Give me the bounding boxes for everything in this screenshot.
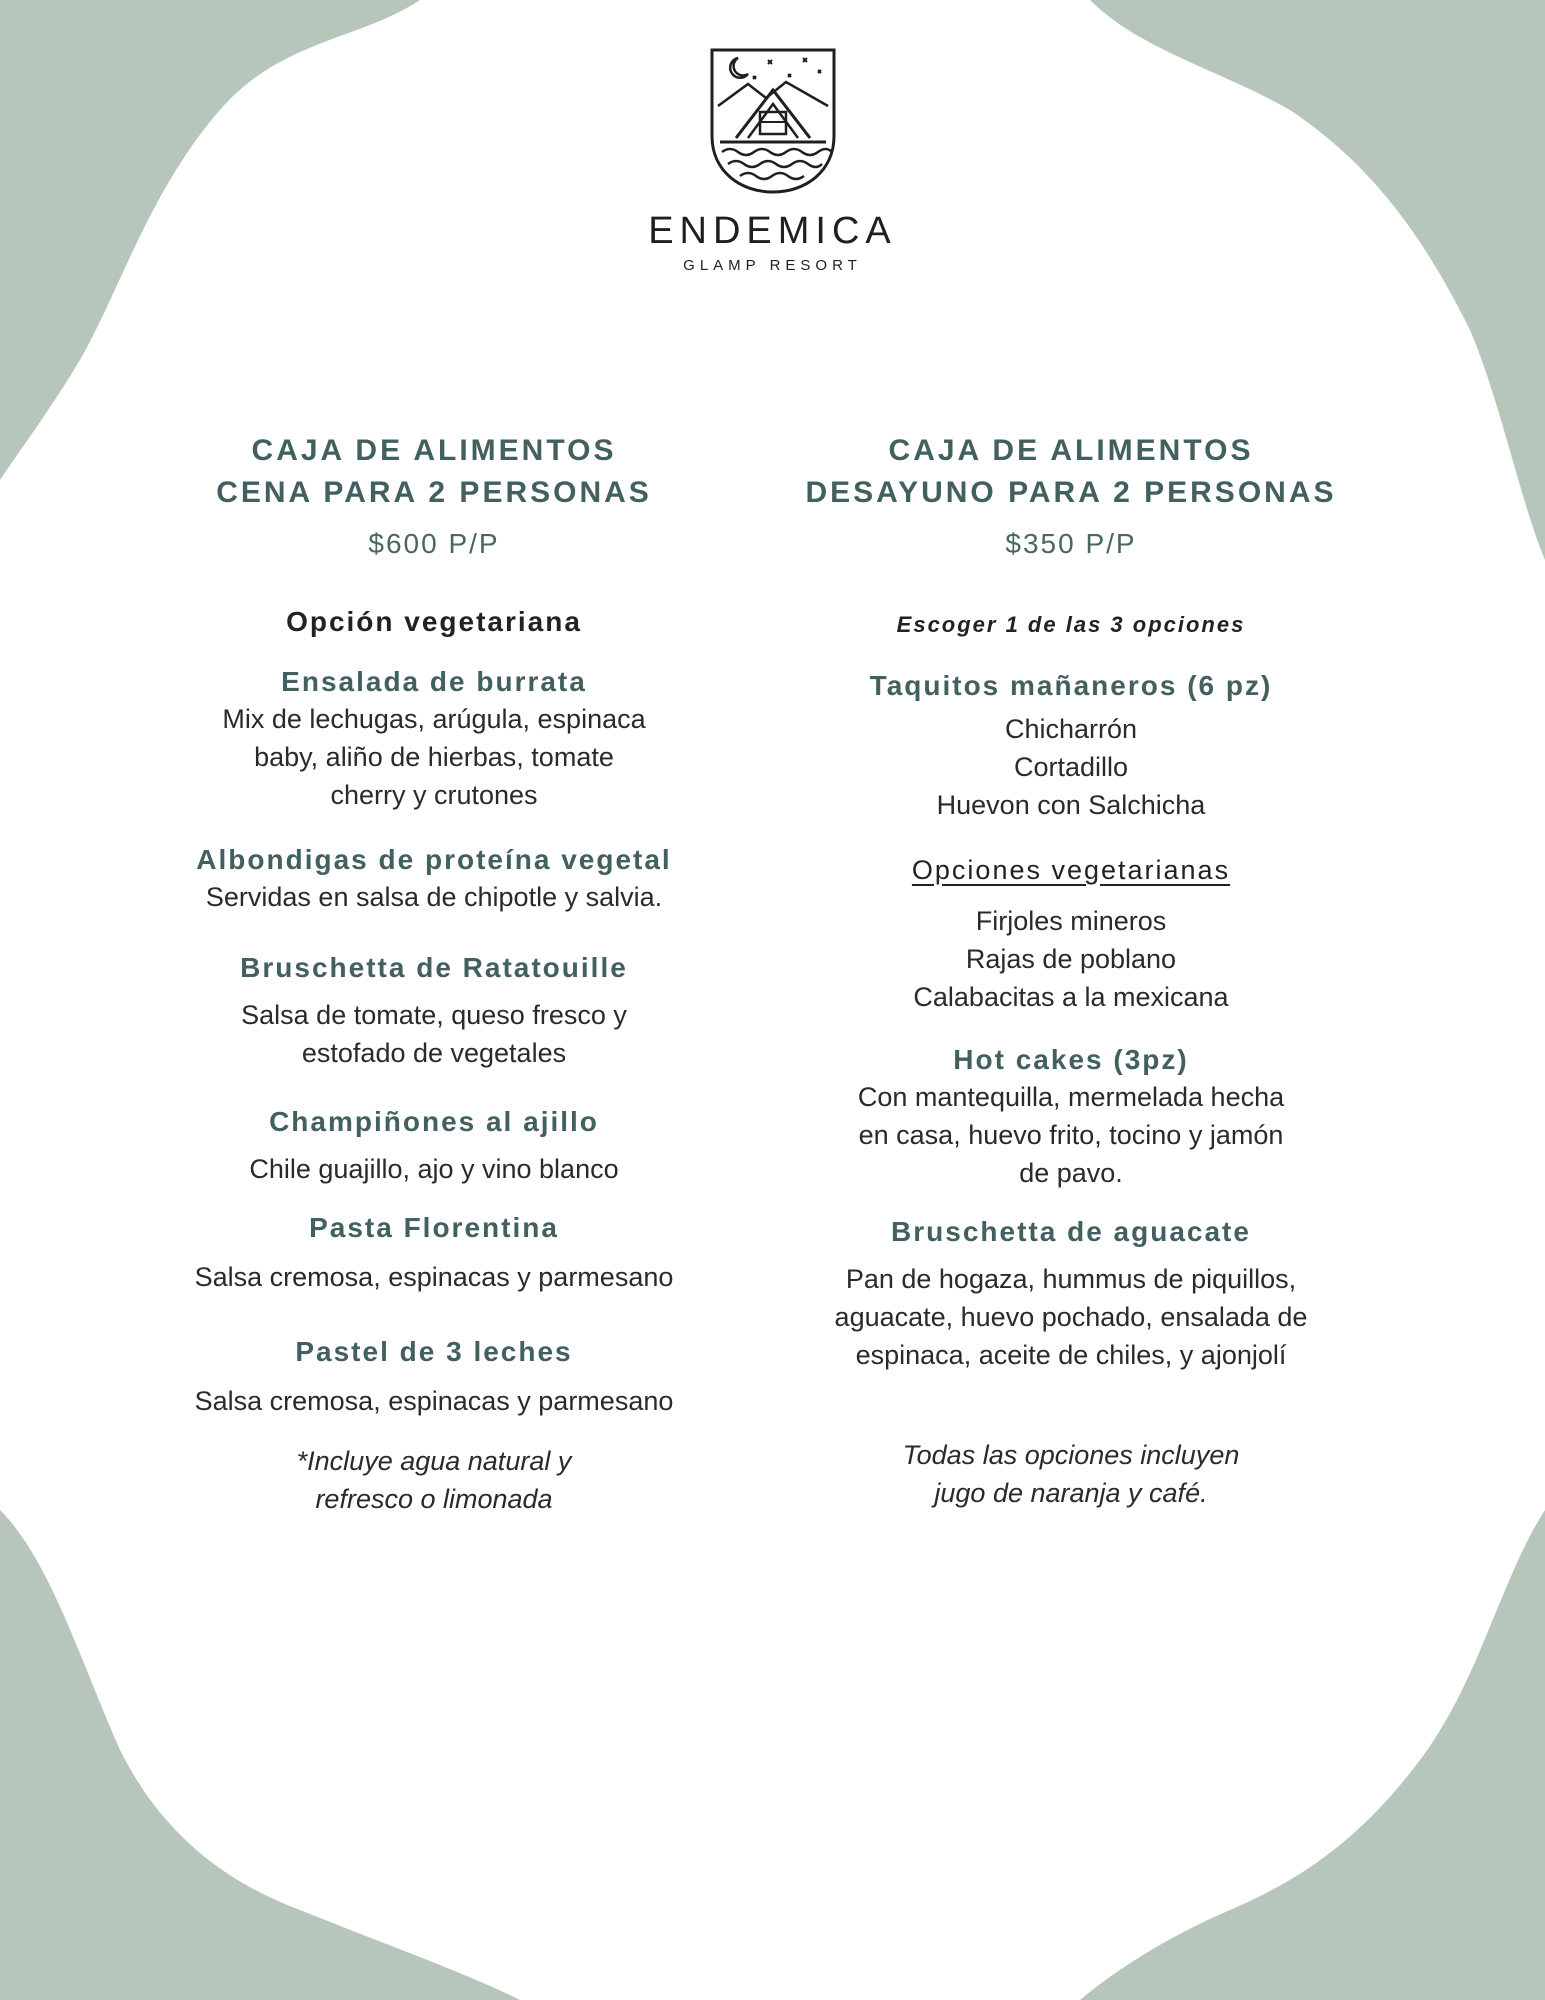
- veg-options: [771, 852, 1371, 1016]
- menu-item: [771, 1214, 1371, 1374]
- note-line: refresco o limonada: [315, 1484, 553, 1514]
- dish-desc: Con mantequilla, mermelada hecha: [857, 1082, 1285, 1112]
- dish-desc: Servidas en salsa de chipotle y salvia.: [205, 882, 663, 912]
- breakfast-price: $350 P/P: [1005, 528, 1137, 559]
- dinner-lead: Opción vegetariana: [286, 606, 582, 637]
- option: Cortadillo: [1013, 752, 1129, 782]
- option: Rajas de poblano: [965, 944, 1177, 974]
- breakfast-title-line1: CAJA DE ALIMENTOS: [888, 434, 1254, 467]
- dish-desc: en casa, huevo frito, tocino y jamón: [858, 1120, 1284, 1150]
- dinner-price: $600 P/P: [368, 528, 500, 559]
- dish-name: Hot cakes (3pz): [953, 1044, 1189, 1075]
- dish-name: Bruschetta de aguacate: [891, 1216, 1251, 1247]
- breakfast-title-line2: DESAYUNO PARA 2 PERSONAS: [805, 476, 1337, 509]
- menu-item: [134, 1210, 734, 1296]
- dish-name: Bruschetta de Ratatouille: [240, 952, 628, 983]
- blob-top-left: [0, 0, 420, 480]
- breakfast-box-column: [771, 430, 1371, 1512]
- dinner-title-line2: CENA PARA 2 PERSONAS: [216, 476, 652, 509]
- option: Calabacitas a la mexicana: [913, 982, 1229, 1012]
- tent-crest-icon: [708, 46, 838, 196]
- menu-item: [134, 1104, 734, 1188]
- dish-desc: estofado de vegetales: [301, 1038, 567, 1068]
- veg-options-title: Opciones vegetarianas: [911, 855, 1231, 885]
- blob-bottom-right: [1080, 1510, 1545, 2000]
- note-line: *Incluye agua natural y: [296, 1446, 572, 1476]
- dish-name: Champiñones al ajillo: [269, 1106, 599, 1137]
- brand-tagline: GLAMP RESORT: [683, 257, 862, 274]
- note-line: Todas las opciones incluyen: [902, 1440, 1240, 1470]
- dish-desc: cherry y crutones: [330, 780, 538, 810]
- option: Chicharrón: [1004, 714, 1138, 744]
- dish-desc: Chile guajillo, ajo y vino blanco: [249, 1154, 619, 1184]
- dish-desc: de pavo.: [1019, 1158, 1123, 1188]
- dish-desc: Salsa cremosa, espinacas y parmesano: [194, 1386, 674, 1416]
- dish-desc: Salsa cremosa, espinacas y parmesano: [194, 1262, 674, 1292]
- dish-name: Pasta Florentina: [309, 1212, 559, 1243]
- dinner-box-column: [134, 430, 734, 1518]
- breakfast-lead: Escoger 1 de las 3 opciones: [896, 612, 1246, 637]
- dish-desc: aguacate, huevo pochado, ensalada de: [834, 1302, 1308, 1332]
- dish-name: Ensalada de burrata: [281, 666, 587, 697]
- menu-item: [134, 950, 734, 1072]
- menu-item: [771, 668, 1371, 824]
- breakfast-note: [771, 1436, 1371, 1512]
- dish-desc: Salsa de tomate, queso fresco y: [241, 1000, 627, 1030]
- dish-desc: Pan de hogaza, hummus de piquillos,: [845, 1264, 1297, 1294]
- menu-item: [771, 1042, 1371, 1192]
- blob-bottom-left: [0, 1510, 520, 2000]
- brand-name: ENDEMICA: [648, 210, 897, 252]
- dish-desc: espinaca, aceite de chiles, y ajonjolí: [855, 1340, 1287, 1370]
- option: Huevon con Salchicha: [936, 790, 1206, 820]
- dish-name: Taquitos mañaneros (6 pz): [869, 670, 1273, 701]
- dish-desc: Mix de lechugas, arúgula, espinaca: [222, 704, 646, 734]
- menu-item: [134, 842, 734, 916]
- menu-item: [134, 1334, 734, 1420]
- option: Firjoles mineros: [975, 906, 1167, 936]
- dish-name: Albondigas de proteína vegetal: [196, 844, 672, 875]
- dinner-note: [134, 1442, 734, 1518]
- logo: [640, 46, 905, 274]
- dish-desc: baby, aliño de hierbas, tomate: [254, 742, 614, 772]
- dish-name: Pastel de 3 leches: [295, 1336, 573, 1367]
- menu-item: [134, 664, 734, 814]
- dinner-title-line1: CAJA DE ALIMENTOS: [251, 434, 617, 467]
- note-line: jugo de naranja y café.: [934, 1478, 1208, 1508]
